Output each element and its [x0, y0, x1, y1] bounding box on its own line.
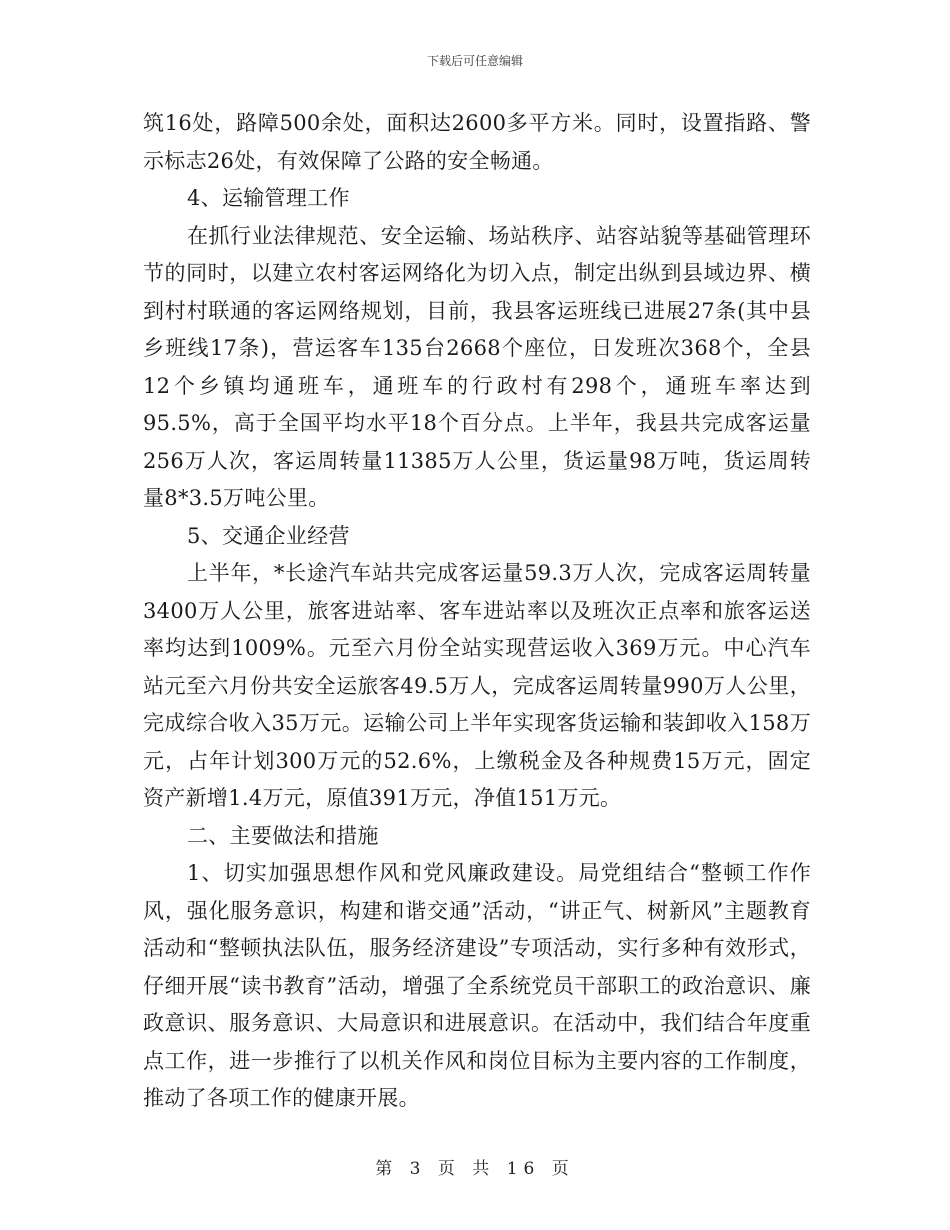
paragraph-enterprise-operation: 上半年，*长途汽车站共完成客运量59.3万人次，完成客运周转量3400万人公里，旅客进站率、客车进站率以及班次正点率和旅客运送率均达到1009%。元至六月份全站实现营运收入369万元。中心汽车站元至六月份共安全运旅客49.5万人，完成客运周转量990万人公里，完成综合收入35万元。运输公司上半年实现客货运输和装卸收入158万元，占年计划300万元的52.6%，上缴税金及各种规费15万元，固定资产新增1.4万元，原值391万元，净值151万元。 [143, 561, 811, 810]
document-body [143, 105, 811, 1118]
page-footer: 第 3 页 共 16 页 [375, 1159, 575, 1179]
section-heading-transport-management: 4、运输管理工作 [187, 186, 350, 210]
section-heading-enterprise-operation: 5、交通企业经营 [187, 523, 350, 548]
section-heading-main-measures: 二、主要做法和措施 [187, 823, 379, 848]
page-header: 下载后可任意编辑 [426, 54, 523, 68]
paragraph-transport-management: 在抓行业法律规范、安全运输、场站秩序、站容站貌等基础管理环节的同时，以建立农村客运网络化为切入点，制定出纵到县域边界、横到村村联通的客运网络规划，目前，我县客运班线已进展27条(其中县乡班线17条)，营运客车135台2668个座位，日发班次368个，全县12个乡镇均通班车，通班车的行政村有298个，通班车率达到95.5%，高于全国平均水平18个百分点。上半年，我县共完成客运量256万人次，客运周转量11385万人公里，货运量98万吨，货运周转量8*3.5万吨公里。 [143, 223, 811, 510]
paragraph-continuation: 筑16处，路障500余处，面积达2600多平方米。同时，设置指路、警示标志26处，有效保障了公路的安全畅通。 [143, 111, 811, 173]
paragraph-main-measures: 1、切实加强思想作风和党风廉政建设。局党组结合“整顿工作作风，强化服务意识，构建和谐交通”活动，“讲正气、树新风”主题教育活动和“整顿执法队伍，服务经济建设”专项活动，实行多种有效形式，仔细开展“读书教育”活动，增强了全系统党员干部职工的政治意识、廉政意识、服务意识、大局意识和进展意识。在活动中，我们结合年度重点工作，进一步推行了以机关作风和岗位目标为主要内容的工作制度，推动了各项工作的健康开展。 [143, 861, 811, 1110]
